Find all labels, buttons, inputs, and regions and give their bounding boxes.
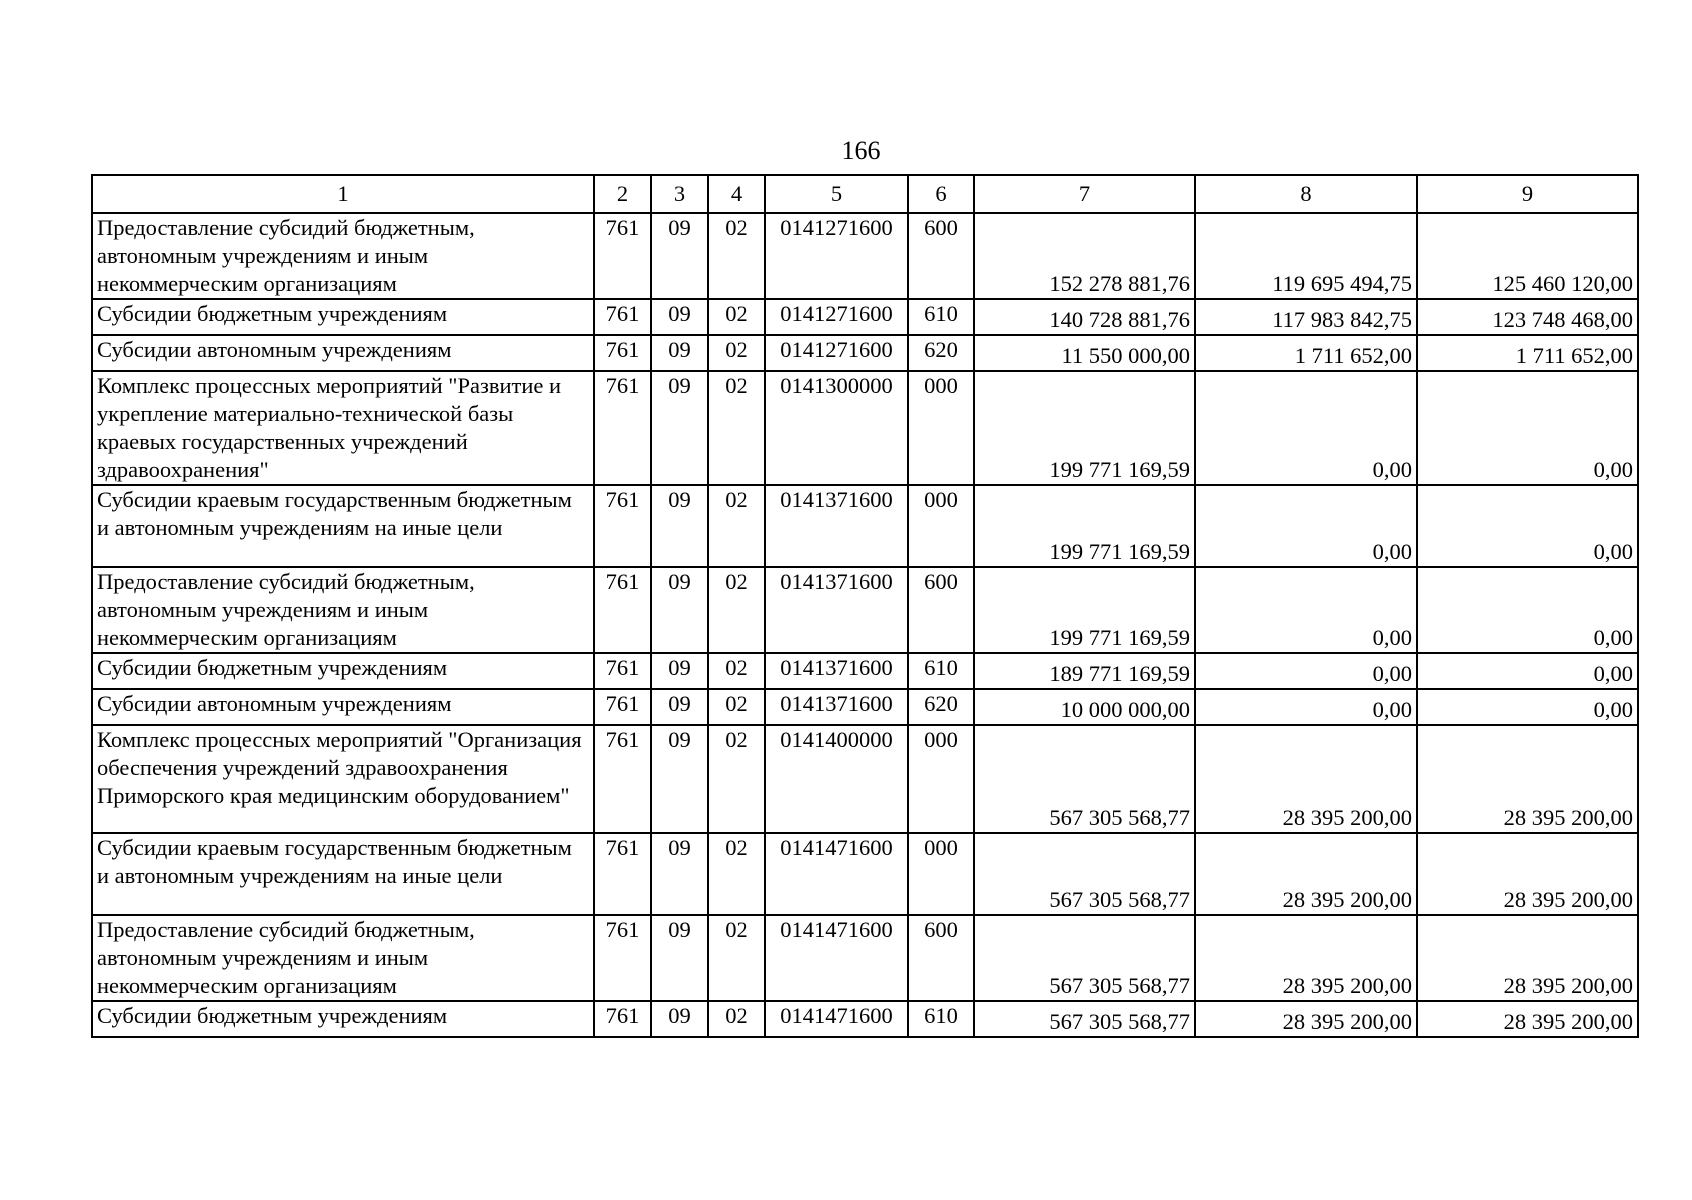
- code-cell: 000: [908, 485, 974, 567]
- code-cell: 761: [594, 485, 651, 567]
- amount-cell: 28 395 200,00: [1195, 725, 1417, 833]
- row-name-cell: Предоставление субсидий бюджетным, автономным учреждениям и иным некоммерческим организациям: [92, 915, 594, 1001]
- amount-cell: 28 395 200,00: [1417, 915, 1638, 1001]
- code-cell: 02: [708, 371, 765, 485]
- code-cell: 0141271600: [765, 299, 908, 335]
- code-cell: 0141271600: [765, 213, 908, 299]
- column-header: 7: [974, 175, 1195, 213]
- table-row: [92, 299, 1638, 335]
- table-row: [92, 485, 1638, 567]
- row-name-cell: Предоставление субсидий бюджетным, автономным учреждениям и иным некоммерческим организациям: [92, 213, 594, 299]
- column-header: 3: [651, 175, 708, 213]
- row-name-cell: Субсидии бюджетным учреждениям: [92, 299, 594, 335]
- code-cell: 09: [651, 725, 708, 833]
- code-cell: 761: [594, 299, 651, 335]
- amount-cell: 10 000 000,00: [974, 689, 1195, 725]
- code-cell: 02: [708, 335, 765, 371]
- amount-cell: 0,00: [1417, 485, 1638, 567]
- column-header: 5: [765, 175, 908, 213]
- code-cell: 02: [708, 567, 765, 653]
- column-header: 4: [708, 175, 765, 213]
- code-cell: 09: [651, 213, 708, 299]
- code-cell: 761: [594, 335, 651, 371]
- amount-cell: 123 748 468,00: [1417, 299, 1638, 335]
- code-cell: 02: [708, 725, 765, 833]
- code-cell: 0141300000: [765, 371, 908, 485]
- amount-cell: 125 460 120,00: [1417, 213, 1638, 299]
- code-cell: 09: [651, 567, 708, 653]
- row-name-cell: Субсидии автономным учреждениям: [92, 689, 594, 725]
- code-cell: 0141371600: [765, 689, 908, 725]
- code-cell: 02: [708, 689, 765, 725]
- amount-cell: 119 695 494,75: [1195, 213, 1417, 299]
- amount-cell: 567 305 568,77: [974, 915, 1195, 1001]
- table-row: [92, 689, 1638, 725]
- code-cell: 000: [908, 371, 974, 485]
- code-cell: 610: [908, 653, 974, 689]
- amount-cell: 28 395 200,00: [1417, 725, 1638, 833]
- column-header: 8: [1195, 175, 1417, 213]
- code-cell: 0141400000: [765, 725, 908, 833]
- code-cell: 600: [908, 567, 974, 653]
- code-cell: 761: [594, 653, 651, 689]
- amount-cell: 567 305 568,77: [974, 725, 1195, 833]
- amount-cell: 567 305 568,77: [974, 1001, 1195, 1037]
- code-cell: 761: [594, 567, 651, 653]
- code-cell: 02: [708, 833, 765, 915]
- table-row: [92, 833, 1638, 915]
- amount-cell: 117 983 842,75: [1195, 299, 1417, 335]
- table-row: [92, 653, 1638, 689]
- code-cell: 761: [594, 213, 651, 299]
- amount-cell: 0,00: [1195, 653, 1417, 689]
- amount-cell: 199 771 169,59: [974, 371, 1195, 485]
- amount-cell: 199 771 169,59: [974, 567, 1195, 653]
- page-number: 166: [841, 136, 881, 165]
- amount-cell: 0,00: [1195, 371, 1417, 485]
- code-cell: 09: [651, 1001, 708, 1037]
- code-cell: 09: [651, 833, 708, 915]
- code-cell: 620: [908, 689, 974, 725]
- row-name-cell: Субсидии бюджетным учреждениям: [92, 653, 594, 689]
- code-cell: 02: [708, 299, 765, 335]
- code-cell: 000: [908, 833, 974, 915]
- amount-cell: 152 278 881,76: [974, 213, 1195, 299]
- column-header: 1: [92, 175, 594, 213]
- table-row: [92, 725, 1638, 833]
- code-cell: 09: [651, 485, 708, 567]
- code-cell: 761: [594, 725, 651, 833]
- code-cell: 761: [594, 689, 651, 725]
- column-header: 9: [1417, 175, 1638, 213]
- amount-cell: 1 711 652,00: [1417, 335, 1638, 371]
- row-name-cell: Субсидии бюджетным учреждениям: [92, 1001, 594, 1037]
- table-row: [92, 335, 1638, 371]
- table-row: [92, 567, 1638, 653]
- column-header: 6: [908, 175, 974, 213]
- code-cell: 09: [651, 335, 708, 371]
- code-cell: 02: [708, 485, 765, 567]
- code-cell: 02: [708, 653, 765, 689]
- row-name-cell: Комплекс процессных мероприятий "Организация обеспечения учреждений здравоохранения Приморского края медицинским оборудованием": [92, 725, 594, 833]
- table-row: [92, 371, 1638, 485]
- row-name-cell: Субсидии автономным учреждениям: [92, 335, 594, 371]
- amount-cell: 28 395 200,00: [1417, 833, 1638, 915]
- table-row: [92, 915, 1638, 1001]
- amount-cell: 28 395 200,00: [1195, 833, 1417, 915]
- code-cell: 09: [651, 915, 708, 1001]
- amount-cell: 0,00: [1195, 567, 1417, 653]
- code-cell: 0141371600: [765, 653, 908, 689]
- amount-cell: 28 395 200,00: [1195, 1001, 1417, 1037]
- budget-table: [91, 174, 1639, 1038]
- code-cell: 610: [908, 1001, 974, 1037]
- code-cell: 02: [708, 213, 765, 299]
- amount-cell: 189 771 169,59: [974, 653, 1195, 689]
- code-cell: 761: [594, 915, 651, 1001]
- row-name-cell: Субсидии краевым государственным бюджетным и автономным учреждениям на иные цели: [92, 485, 594, 567]
- amount-cell: 0,00: [1417, 371, 1638, 485]
- code-cell: 02: [708, 915, 765, 1001]
- amount-cell: 140 728 881,76: [974, 299, 1195, 335]
- amount-cell: 199 771 169,59: [974, 485, 1195, 567]
- column-header: 2: [594, 175, 651, 213]
- code-cell: 09: [651, 371, 708, 485]
- code-cell: 610: [908, 299, 974, 335]
- code-cell: 761: [594, 833, 651, 915]
- header-row: [92, 175, 1638, 213]
- code-cell: 600: [908, 915, 974, 1001]
- code-cell: 620: [908, 335, 974, 371]
- code-cell: 000: [908, 725, 974, 833]
- row-name-cell: Комплекс процессных мероприятий "Развитие и укрепление материально-технической базы краевых государственных учреждений здравоохранения": [92, 371, 594, 485]
- amount-cell: 0,00: [1417, 689, 1638, 725]
- row-name-cell: Предоставление субсидий бюджетным, автономным учреждениям и иным некоммерческим организациям: [92, 567, 594, 653]
- amount-cell: 11 550 000,00: [974, 335, 1195, 371]
- code-cell: 09: [651, 689, 708, 725]
- amount-cell: 0,00: [1195, 689, 1417, 725]
- amount-cell: 28 395 200,00: [1417, 1001, 1638, 1037]
- code-cell: 0141471600: [765, 833, 908, 915]
- code-cell: 0141371600: [765, 567, 908, 653]
- code-cell: 0141471600: [765, 915, 908, 1001]
- amount-cell: 0,00: [1417, 567, 1638, 653]
- code-cell: 761: [594, 371, 651, 485]
- amount-cell: 0,00: [1195, 485, 1417, 567]
- table-row: [92, 1001, 1638, 1037]
- code-cell: 600: [908, 213, 974, 299]
- amount-cell: 567 305 568,77: [974, 833, 1195, 915]
- code-cell: 09: [651, 653, 708, 689]
- code-cell: 0141471600: [765, 1001, 908, 1037]
- amount-cell: 28 395 200,00: [1195, 915, 1417, 1001]
- table-row: [92, 213, 1638, 299]
- amount-cell: 0,00: [1417, 653, 1638, 689]
- row-name-cell: Субсидии краевым государственным бюджетным и автономным учреждениям на иные цели: [92, 833, 594, 915]
- code-cell: 09: [651, 299, 708, 335]
- code-cell: 0141271600: [765, 335, 908, 371]
- code-cell: 02: [708, 1001, 765, 1037]
- code-cell: 761: [594, 1001, 651, 1037]
- amount-cell: 1 711 652,00: [1195, 335, 1417, 371]
- code-cell: 0141371600: [765, 485, 908, 567]
